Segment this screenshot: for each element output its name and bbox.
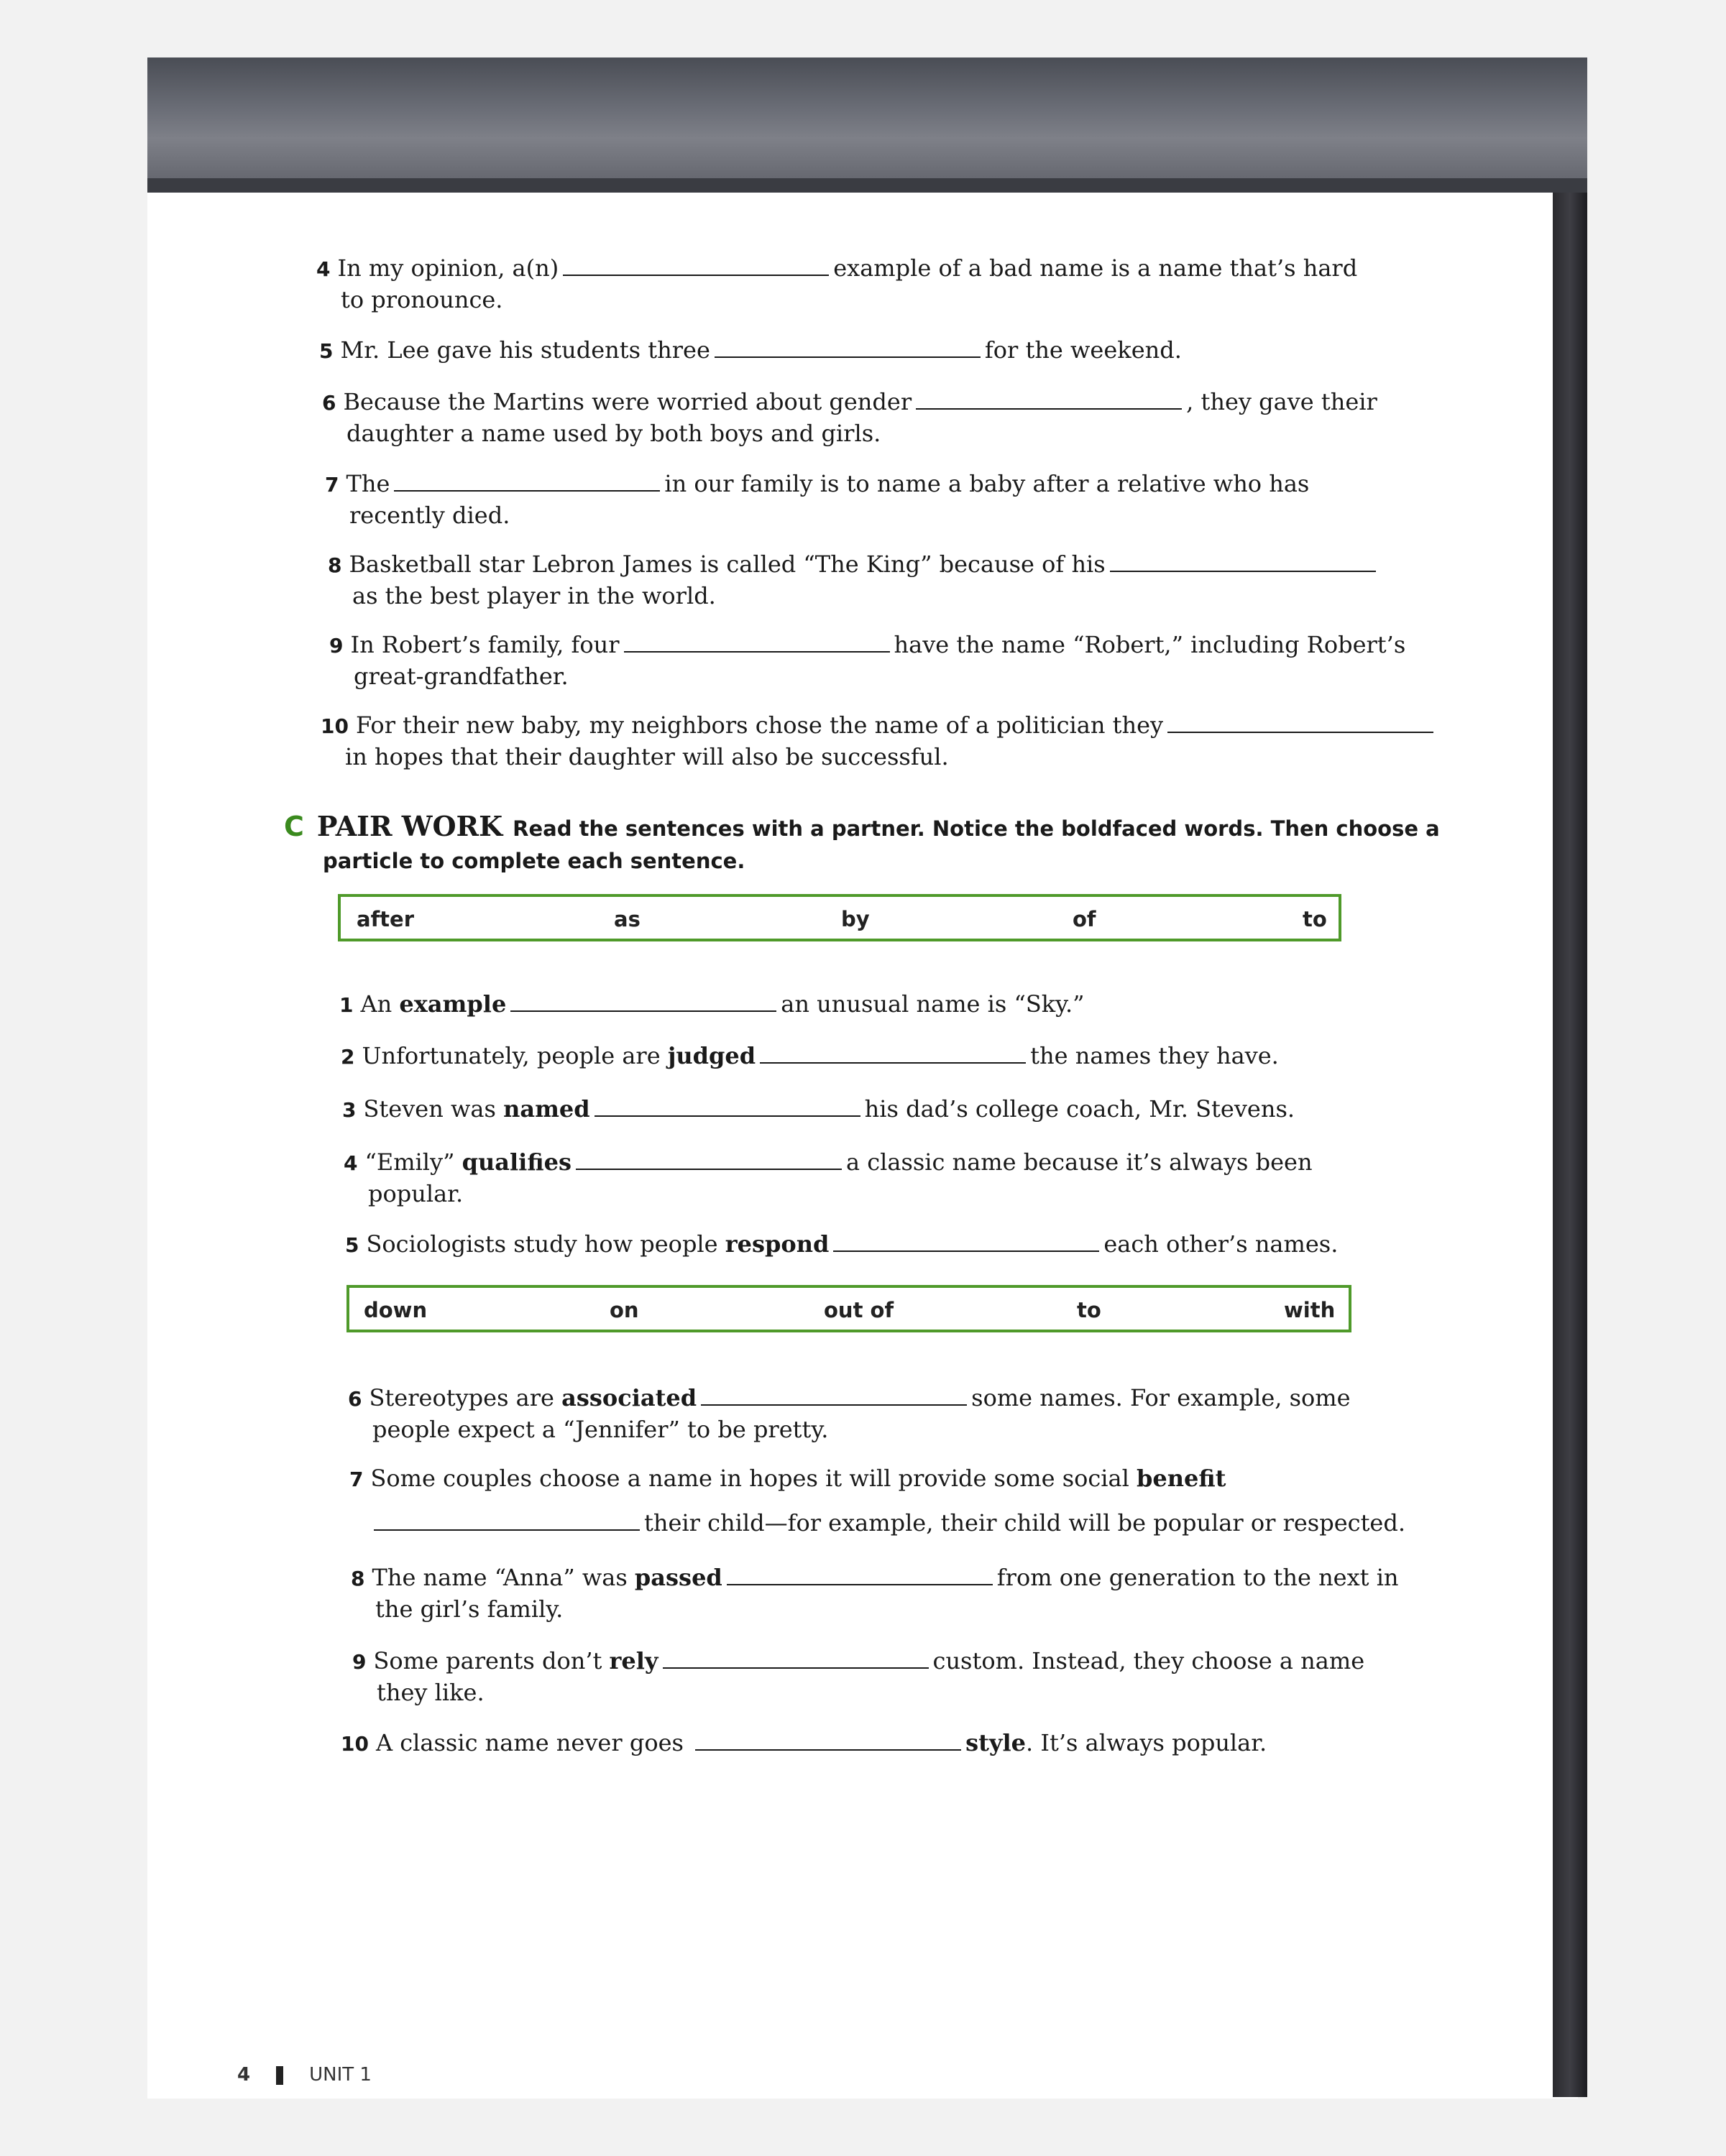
answer-blank[interactable] xyxy=(1167,714,1433,733)
answer-blank[interactable] xyxy=(916,391,1182,410)
page-number: 4 xyxy=(237,2064,251,2086)
answer-blank[interactable] xyxy=(563,257,829,276)
section-c-header: C PAIR WORK Read the sentences with a partner. Notice the boldfaced words. Then choose a particle to complete each sentence. xyxy=(284,810,1440,873)
section-letter: C xyxy=(284,811,304,842)
answer-blank[interactable] xyxy=(1110,553,1376,572)
exercise-c-item-3: 3 Steven was named his dad’s college coach, Mr. Stevens. xyxy=(342,1095,1295,1123)
exercise-b-item-6: 6 Because the Martins were worried about gender , they gave their daughter a name used by both boys and girls. xyxy=(322,388,1377,447)
answer-blank[interactable] xyxy=(701,1387,967,1406)
exercise-b-item-5: 5 Mr. Lee gave his students three for the weekend. xyxy=(319,336,1182,364)
word-option: of xyxy=(1073,907,1096,931)
exercise-c-item-4: 4 “Emily” qualifies a classic name because it’s always been popular. xyxy=(344,1148,1313,1207)
answer-blank[interactable] xyxy=(595,1098,860,1117)
word-option: by xyxy=(841,907,870,931)
exercise-c-item-2: 2 Unfortunately, people are judged the names they have. xyxy=(341,1042,1279,1069)
section-title: PAIR WORK xyxy=(316,810,503,842)
answer-blank[interactable] xyxy=(624,634,890,653)
exercise-b-item-7: 7 The in our family is to name a baby after a relative who has recently died. xyxy=(325,470,1310,529)
exercise-b-item-10: 10 For their new baby, my neighbors chose the name of a politician they in hopes that their daughter will also be successful. xyxy=(321,710,1438,772)
word-option: out of xyxy=(824,1298,894,1322)
footer-bar-icon xyxy=(276,2066,283,2085)
answer-blank[interactable] xyxy=(394,473,660,492)
word-box-2 xyxy=(346,1285,1351,1332)
exercise-c-item-10: 10 A classic name never goes style. It’s always popular. xyxy=(341,1729,1267,1756)
word-option: with xyxy=(1284,1298,1336,1322)
exercise-c-item-5: 5 Sociologists study how people respond each other’s names. xyxy=(345,1230,1339,1258)
word-option: to xyxy=(1077,1298,1101,1322)
scanner-shadow-right xyxy=(1553,193,1587,2097)
answer-blank[interactable] xyxy=(374,1512,640,1531)
exercise-c-item-7: 7 Some couples choose a name in hopes it will provide some social benefit their child—for example, their child will be popular or respected. xyxy=(349,1465,1406,1537)
answer-blank[interactable] xyxy=(760,1045,1026,1064)
answer-blank[interactable] xyxy=(715,339,981,358)
scanner-shadow-top xyxy=(147,57,1587,193)
answer-blank[interactable] xyxy=(833,1233,1099,1252)
word-option: on xyxy=(610,1298,639,1322)
unit-label: UNIT 1 xyxy=(309,2064,372,2086)
scanner-shadow-top-edge xyxy=(147,178,1587,193)
exercise-b-item-8: 8 Basketball star Lebron James is called “The King” because of his as the best player in the world. xyxy=(328,549,1380,611)
exercise-b-item-9: 9 In Robert’s family, four have the name “Robert,” including Robert’s great-grandfather. xyxy=(329,631,1406,690)
exercise-c-item-8: 8 The name “Anna” was passed from one generation to the next in the girl’s family. xyxy=(351,1564,1399,1623)
word-box-1 xyxy=(338,894,1341,941)
word-option: after xyxy=(357,907,415,931)
page-footer xyxy=(237,2064,372,2086)
answer-blank[interactable] xyxy=(576,1151,842,1170)
word-option: to xyxy=(1303,907,1327,931)
answer-blank[interactable] xyxy=(727,1567,993,1585)
word-option: as xyxy=(614,907,641,931)
exercise-b-item-4: 4 In my opinion, a(n) example of a bad name is a name that’s hard to pronounce. xyxy=(316,254,1358,313)
answer-blank[interactable] xyxy=(695,1732,961,1751)
exercise-c-item-9: 9 Some parents don’t rely custom. Instead, they choose a name they like. xyxy=(352,1647,1365,1706)
exercise-c-item-1: 1 An example an unusual name is “Sky.” xyxy=(339,990,1085,1018)
exercise-c-item-6: 6 Stereotypes are associated some names. For example, some people expect a “Jennifer” to be pretty. xyxy=(348,1384,1351,1443)
answer-blank[interactable] xyxy=(510,993,776,1012)
word-option: down xyxy=(364,1298,428,1322)
answer-blank[interactable] xyxy=(663,1650,929,1669)
